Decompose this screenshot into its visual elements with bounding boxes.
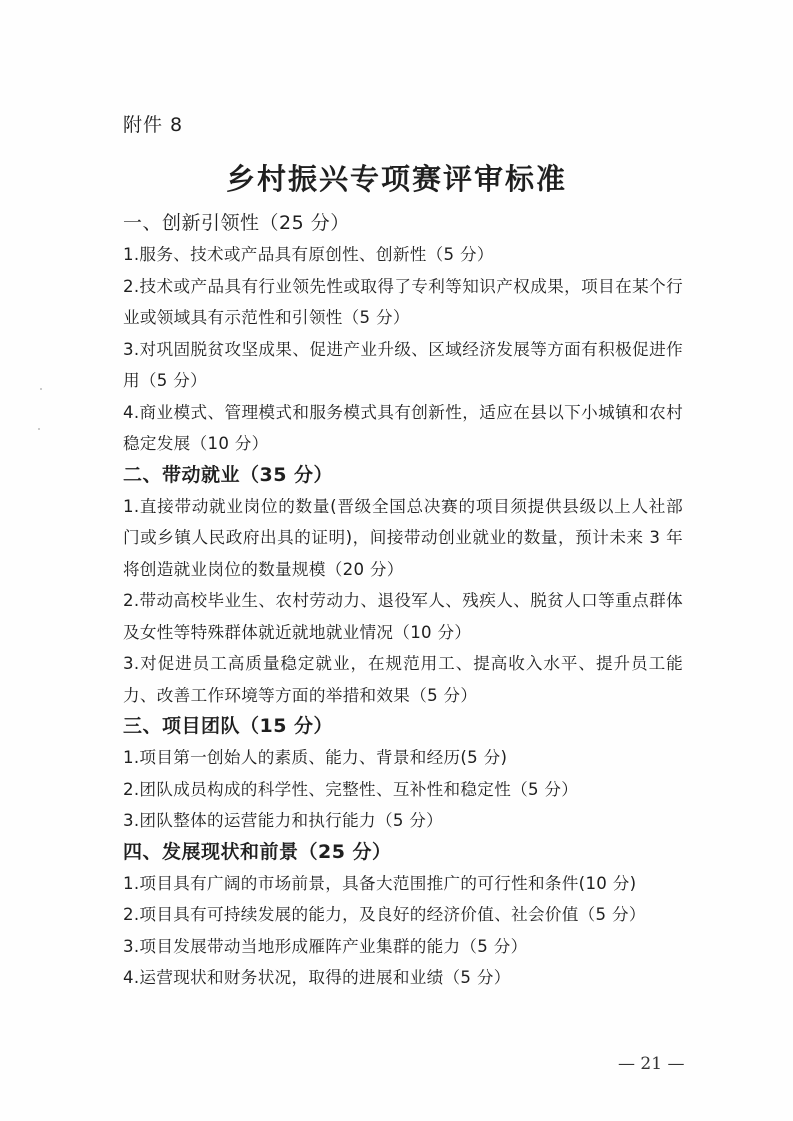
section-heading-team: 三、项目团队（15 分） — [123, 715, 334, 737]
attachment-label: 附件 8 — [123, 114, 184, 136]
criteria-item: 4.商业模式、管理模式和服务模式具有创新性，适应在县以下小城镇和农村稳定发展（10 分） — [123, 402, 683, 453]
criteria-item: 2.技术或产品具有行业领先性或取得了专利等知识产权成果，项目在某个行业或领域具有示范性和引领性（5 分） — [123, 276, 683, 327]
criteria-item: 1.项目具有广阔的市场前景，具备大范围推广的可行性和条件(10 分) — [123, 873, 637, 893]
criteria-item: 4.运营现状和财务状况，取得的进展和业绩（5 分） — [123, 968, 511, 987]
criteria-item: 1.直接带动就业岗位的数量(晋级全国总决赛的项目须提供县级以上人社部门或乡镇人民政府出具的证明)，间接带动创业就业的数量，预计未来 3 年将创造就业岗位的数量规模（20 分） — [123, 496, 683, 579]
section-heading-innovation: 一、创新引领性（25 分） — [123, 212, 350, 234]
criteria-item: 2.项目具有可持续发展的能力，及良好的经济价值、社会价值（5 分） — [123, 905, 646, 924]
page-number: — 21 — — [618, 1054, 685, 1074]
section-heading-prospects: 四、发展现状和前景（25 分） — [123, 840, 392, 863]
criteria-item: 3.项目发展带动当地形成雁阵产业集群的能力（5 分） — [123, 936, 528, 956]
criteria-item: 3.对促进员工高质量稳定就业，在规范用工、提高收入水平、提升员工能力、改善工作环境等方面的举措和效果（5 分） — [123, 654, 683, 705]
criteria-item: 2.带动高校毕业生、农村劳动力、退役军人、残疾人、脱贫人口等重点群体及女性等特殊群体就近就地就业情况（10 分） — [123, 591, 683, 642]
criteria-item: 1.项目第一创始人的素质、能力、背景和经历(5 分) — [123, 748, 508, 767]
criteria-item: 2.团队成员构成的科学性、完整性、互补性和稳定性（5 分） — [123, 779, 579, 799]
scan-artifact — [40, 388, 42, 390]
page-title: 乡村振兴专项赛评审标准 — [225, 162, 567, 197]
criteria-content — [123, 208, 683, 994]
criteria-item: 3.对巩固脱贫攻坚成果、促进产业升级、区域经济发展等方面有积极促进作用（5 分） — [123, 339, 683, 390]
criteria-item: 1.服务、技术或产品具有原创性、创新性（5 分） — [123, 245, 494, 264]
criteria-item: 3.团队整体的运营能力和执行能力（5 分） — [123, 811, 444, 830]
scan-artifact — [38, 428, 40, 430]
section-heading-employment: 二、带动就业（35 分） — [123, 463, 334, 486]
